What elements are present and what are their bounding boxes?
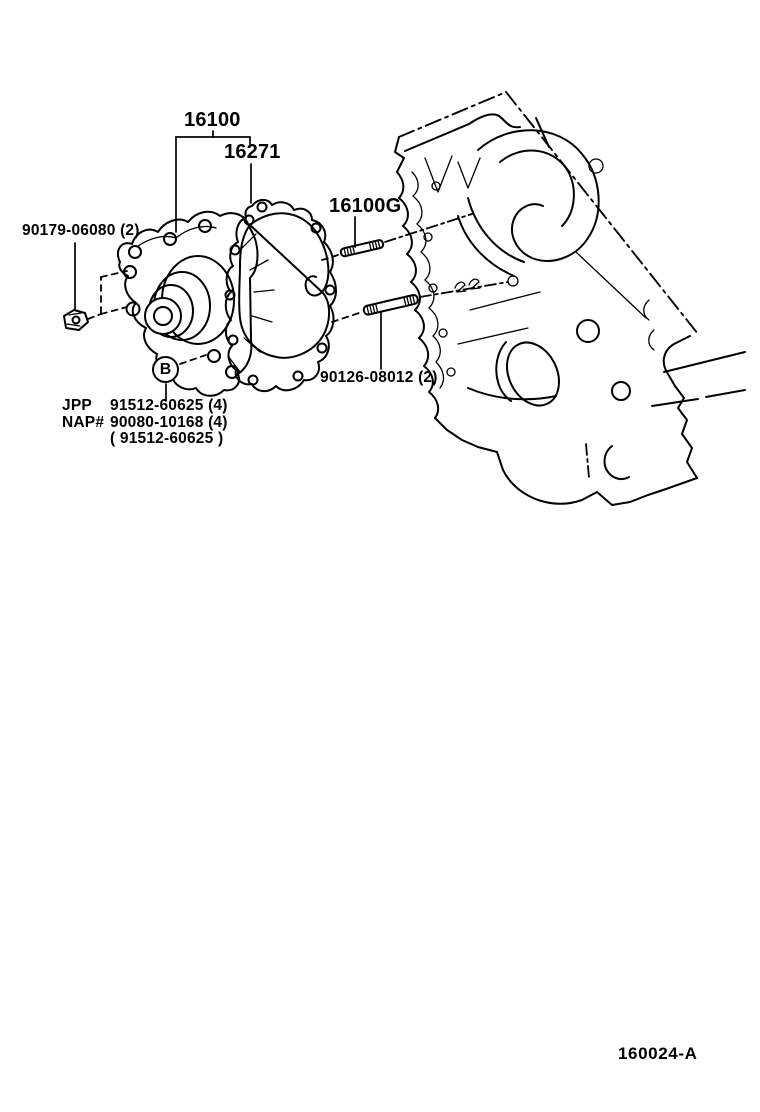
nut-drawing [64, 310, 88, 330]
supplier-note-row [62, 398, 228, 415]
stud-90126-drawing [363, 294, 419, 315]
callout-b-letter: B [159, 360, 172, 378]
supplier-note-row [62, 431, 228, 448]
supplier-prefix: NAP# [62, 413, 105, 431]
label-stud-bolt: 90126-08012 (2) [320, 369, 438, 386]
callout-b [152, 356, 179, 383]
supplier-prefix: JPP [62, 397, 92, 414]
assembly-dashed-lines [88, 214, 508, 364]
supplier-note-row [62, 415, 228, 432]
label-pump-assembly: 16100 [184, 109, 241, 131]
supplier-number: 90080-10168 (4) [110, 413, 228, 431]
supplier-number: ( 91512-60625 ) [110, 430, 224, 447]
engine-block-drawing [395, 92, 745, 505]
label-stud: 16100G [329, 195, 402, 217]
gasket-drawing [226, 200, 337, 391]
supplier-number: 91512-60625 (4) [110, 397, 228, 414]
label-gasket: 16271 [224, 141, 281, 163]
label-nut: 90179-06080 (2) [22, 222, 140, 239]
figure-code: 160024-A [618, 1044, 698, 1063]
leader-lines [75, 131, 381, 400]
supplier-note [62, 398, 228, 448]
stud-16100g-drawing [340, 239, 384, 256]
supplier-prefix [62, 431, 110, 448]
water-pump-drawing [118, 212, 274, 396]
